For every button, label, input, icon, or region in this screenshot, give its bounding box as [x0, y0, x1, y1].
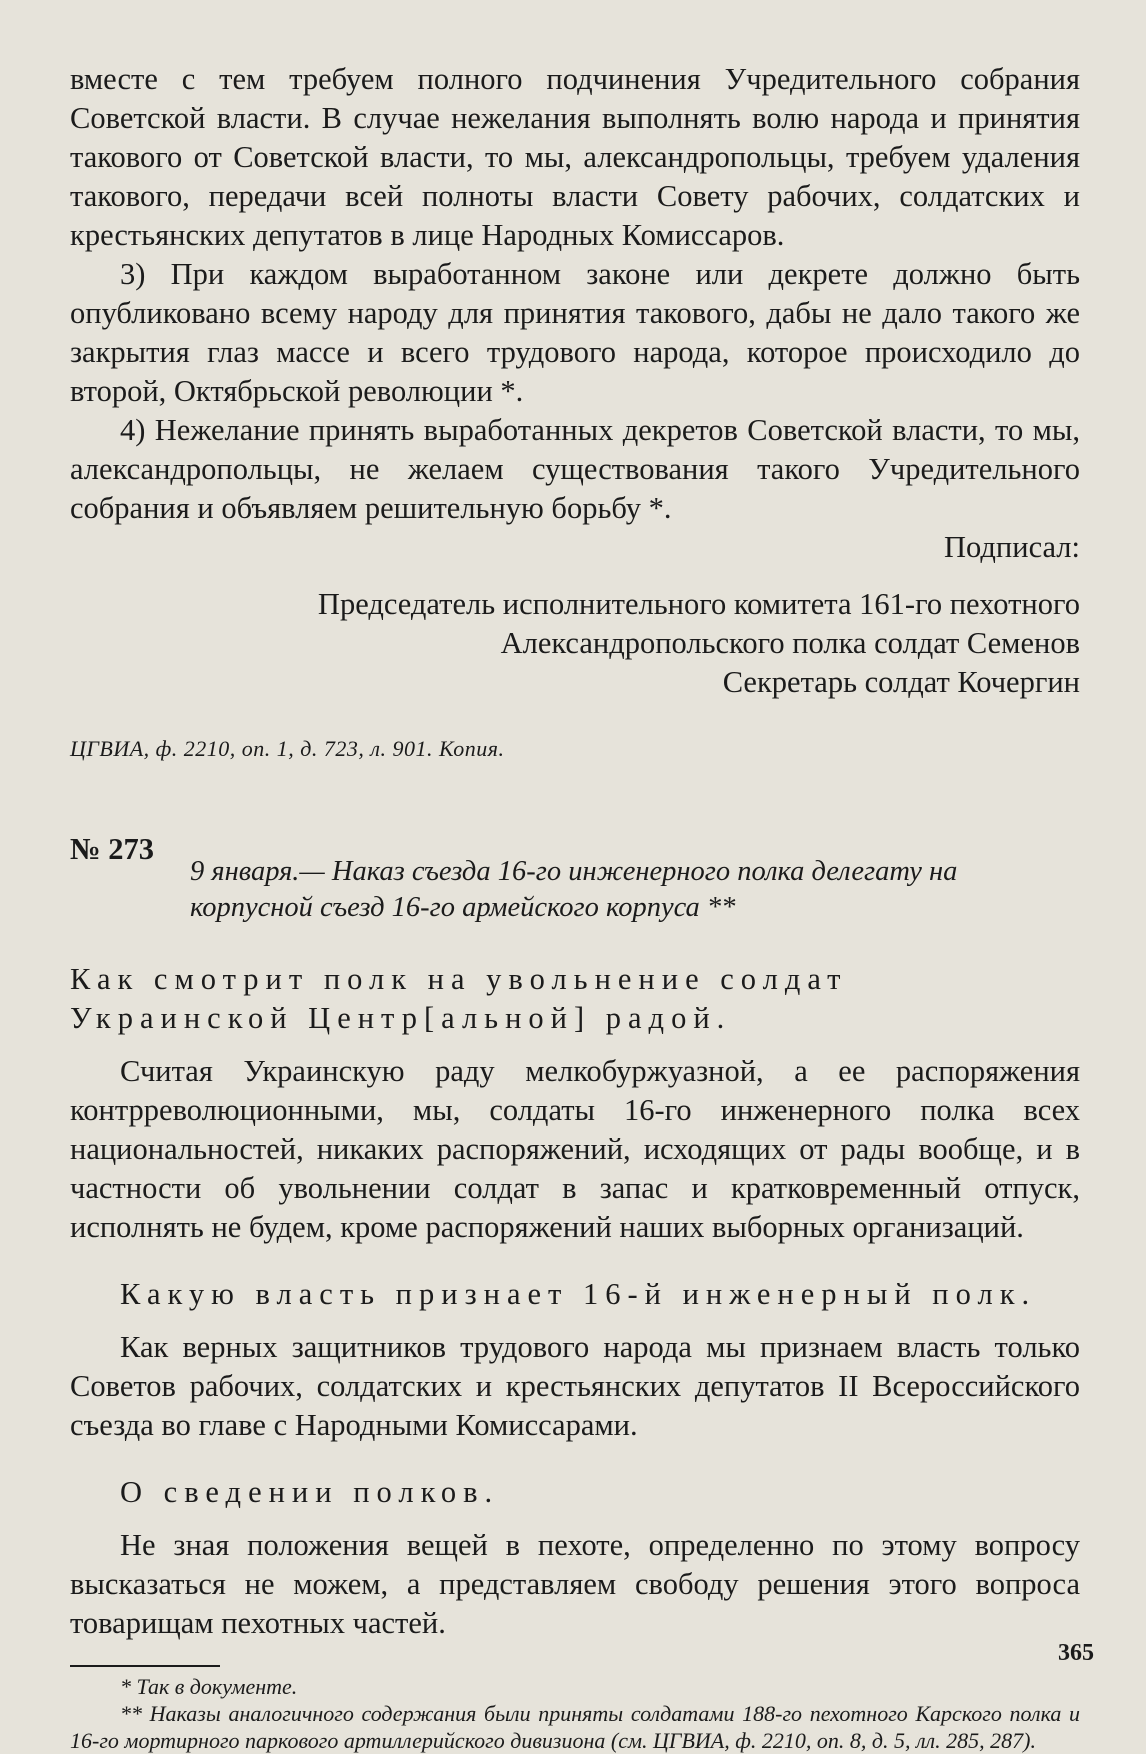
document-title: 9 января.— Наказ съезда 16-го инженерного полка делегату на корпусной съезд 16-го армейского корпуса **	[190, 856, 958, 923]
document-273	[70, 832, 1080, 1643]
answer-paragraph: Считая Украинскую раду мелкобуржуазной, а ее распоряжения контрреволюционными, мы, солдаты 16-го инженерного полка всех национальностей, никаких распоряжений, исходящих от рады вообще, и в частности об увольнении солдат в запас и кратковременный отпуск, исполнять не будем, кроме распоряжений наших выборных организаций.	[70, 1054, 1080, 1244]
point-3-paragraph: 3) При каждом выработанном законе или декрете должно быть опубликовано всему народу для принятия такового, дабы не дало такого же закрытия глаз массе и всего трудового народа, которое происходило до второй, Октябрьской революции *.	[70, 257, 1080, 408]
document-header	[70, 832, 1080, 926]
signed-label: Подписал:	[944, 530, 1080, 564]
footnote: * Так в документе.	[120, 1674, 298, 1699]
signature-line: Александропольского полка солдат Семенов	[500, 626, 1080, 660]
document-number: № 273	[70, 832, 155, 866]
answer-paragraph: Не зная положения вещей в пехоте, определенно по этому вопросу высказаться не можем, а представляем свободу решения этого вопроса товарищам пехотных частей.	[70, 1528, 1080, 1640]
footnote: ** Наказы аналогичного содержания были приняты солдатами 188-го пехотного Карского полка и 16-го мортирного паркового артиллерийского дивизиона (см. ЦГВИА, ф. 2210, оп. 8, д. 5, лл. 285, 287).	[70, 1701, 1080, 1753]
footnotes	[70, 1673, 1080, 1754]
signature-line: Председатель исполнительного комитета 161-го пехотного	[317, 587, 1080, 621]
point-4-paragraph: 4) Нежелание принять выработанных декретов Советской власти, то мы, александропольцы, не желаем существования такого Учредительного собрания и объявляем решительную борьбу *.	[70, 413, 1080, 525]
question-heading: Как смотрит полк на увольнение солдат Украинской Центр[альной] радой.	[70, 962, 848, 1035]
continuation-paragraph: вместе с тем требуем полного подчинения Учредительного собрания Советской власти. В случае нежелания выполнять волю народа и принятия такового от Советской власти, то мы, александропольцы, требуем удаления такового, передачи всей полноты власти Совету рабочих, солдатских и крестьянских депутатов в лице Народных Комиссаров.	[70, 62, 1080, 252]
page-number: 365	[1058, 1640, 1094, 1666]
previous-document-continuation	[70, 60, 1080, 762]
archive-source-reference: ЦГВИА, ф. 2210, оп. 1, д. 723, л. 901. Копия.	[70, 736, 505, 761]
question-heading: О сведении полков.	[120, 1475, 500, 1509]
signature-block	[70, 585, 1080, 702]
question-heading: Какую власть признает 16-й инженерный полк.	[120, 1277, 1037, 1311]
answer-paragraph: Как верных защитников трудового народа мы признаем власть только Советов рабочих, солдатских и крестьянских депутатов II Всероссийского съезда во главе с Народными Комиссарами.	[70, 1330, 1080, 1442]
footnote-divider	[70, 1665, 220, 1667]
signature-line: Секретарь солдат Кочергин	[722, 665, 1080, 699]
